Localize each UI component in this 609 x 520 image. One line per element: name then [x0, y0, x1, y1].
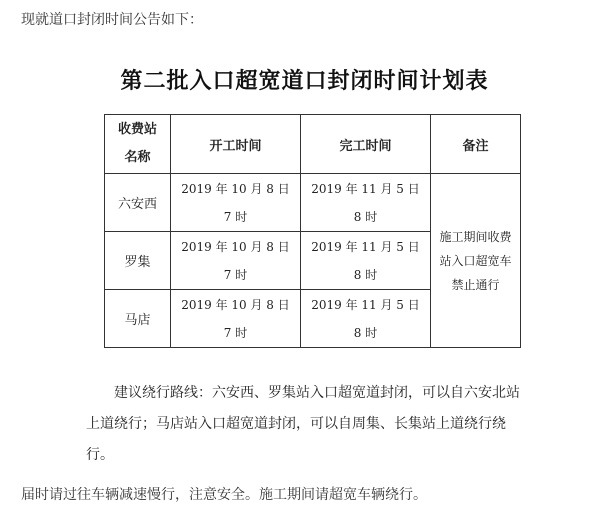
end-date: 2019 年 11 月 5 日 — [311, 181, 420, 196]
table-row — [105, 174, 521, 232]
start-time-cell — [171, 174, 301, 232]
header-station-line2: 名称 — [124, 150, 151, 165]
end-time-cell — [301, 174, 431, 232]
remark-line: 站入口超宽车 — [439, 253, 512, 268]
start-hour: 7 时 — [223, 209, 248, 224]
intro-text: 现就道口封闭时间公告如下： — [21, 12, 203, 28]
end-time-cell — [301, 232, 431, 290]
end-time-cell — [301, 290, 431, 348]
end-hour: 8 时 — [353, 267, 378, 282]
station-name: 六安西 — [105, 174, 171, 232]
start-date: 2019 年 10 月 8 日 — [181, 239, 290, 254]
start-hour: 7 时 — [223, 325, 248, 340]
header-station — [105, 115, 171, 174]
start-date: 2019 年 10 月 8 日 — [181, 181, 290, 196]
table-header-row — [105, 115, 521, 174]
detour-suggestion: 建议绕行路线：六安西、罗集站入口超宽道封闭，可以自六安北站上道绕行；马店站入口超宽道封闭，可以自周集、长集站上道绕行绕行。 — [86, 385, 520, 463]
header-remark: 备注 — [431, 115, 521, 174]
remark-line: 施工期间收费 — [439, 229, 512, 244]
end-date: 2019 年 11 月 5 日 — [311, 239, 420, 254]
end-hour: 8 时 — [353, 325, 378, 340]
closure-schedule-table — [104, 114, 521, 348]
header-end-time: 完工时间 — [301, 115, 431, 174]
header-start-time: 开工时间 — [171, 115, 301, 174]
remark-line: 禁止通行 — [451, 277, 500, 292]
closing-notice: 届时请过往车辆减速慢行，注意安全。施工期间请超宽车辆绕行。 — [21, 487, 427, 503]
start-date: 2019 年 10 月 8 日 — [181, 297, 290, 312]
station-name: 马店 — [105, 290, 171, 348]
end-date: 2019 年 11 月 5 日 — [311, 297, 420, 312]
remark-cell — [431, 174, 521, 348]
station-name: 罗集 — [105, 232, 171, 290]
start-time-cell — [171, 232, 301, 290]
table-title: 第二批入口超宽道口封闭时间计划表 — [120, 68, 489, 94]
end-hour: 8 时 — [353, 209, 378, 224]
header-station-line1: 收费站 — [117, 122, 157, 137]
start-hour: 7 时 — [223, 267, 248, 282]
start-time-cell — [171, 290, 301, 348]
